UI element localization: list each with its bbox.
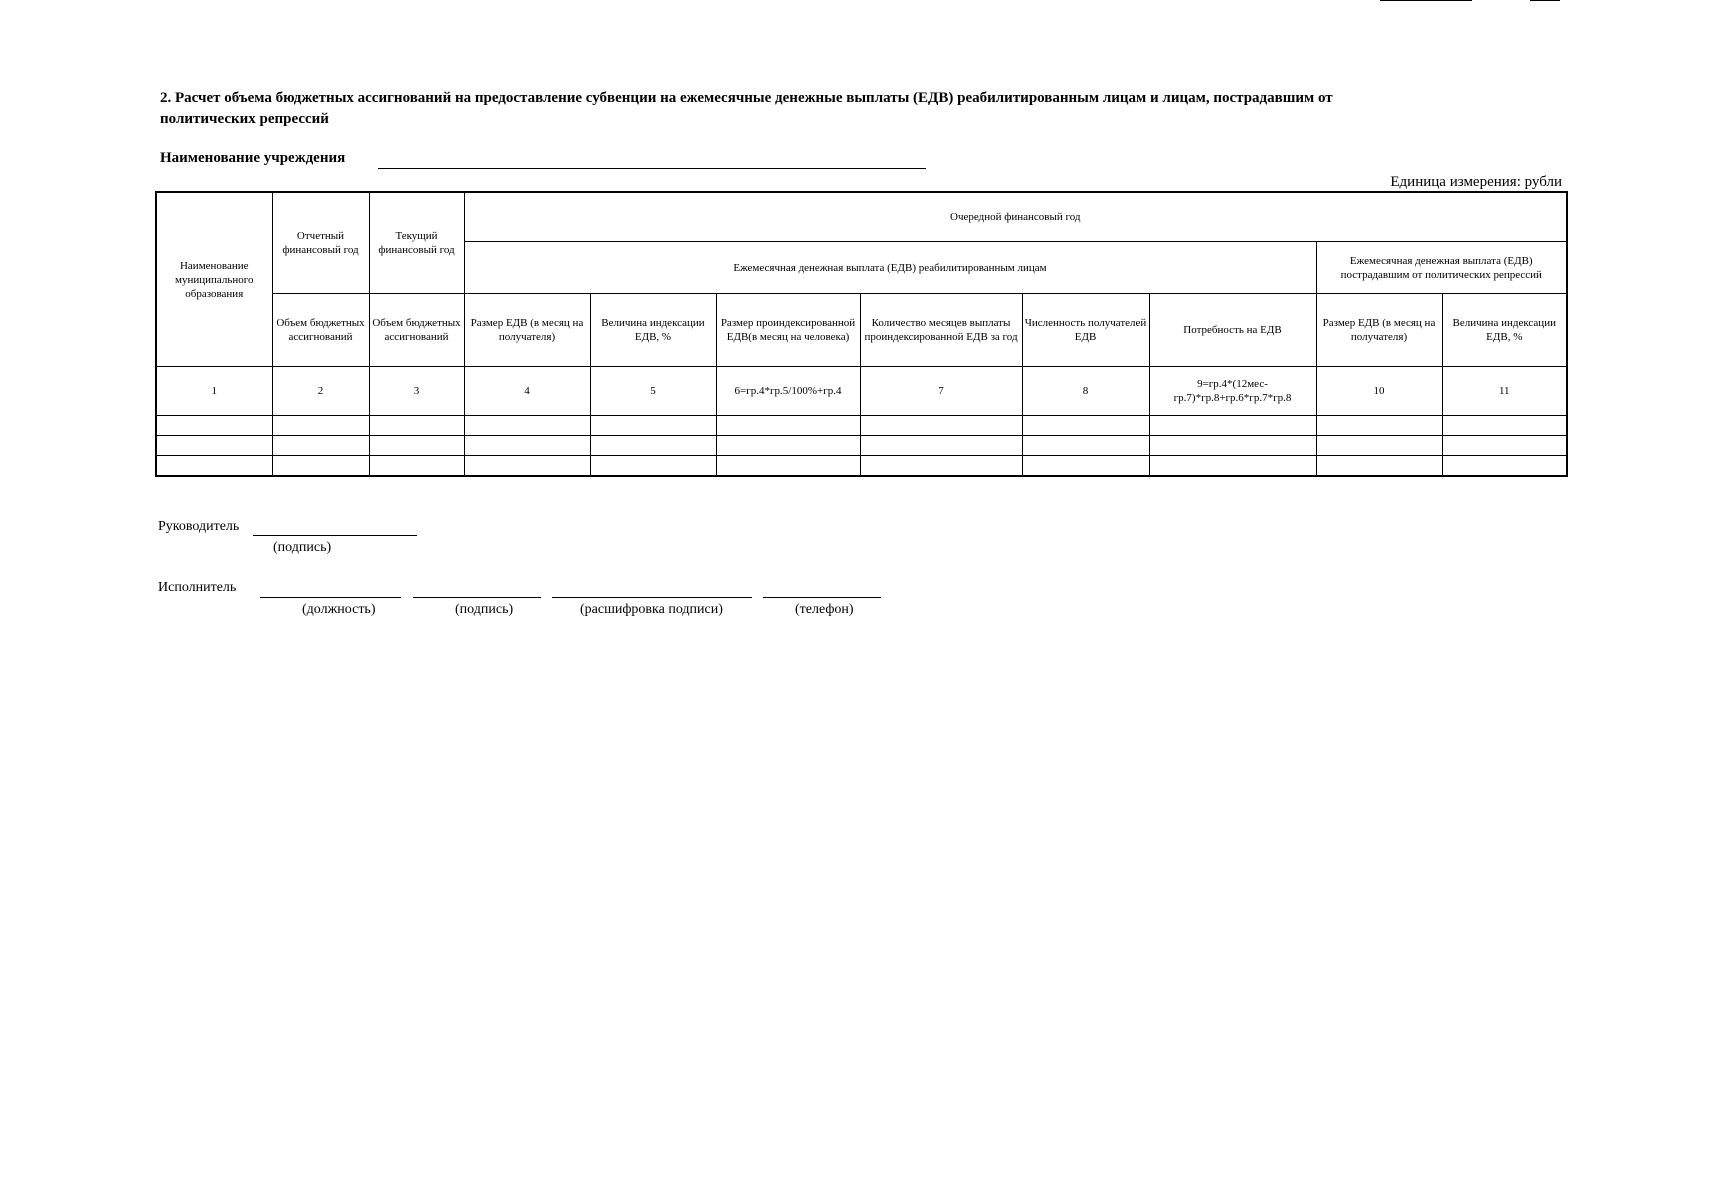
header-edv-size: Размер ЕДВ (в месяц на получателя) bbox=[464, 294, 590, 367]
table-cell[interactable] bbox=[1022, 416, 1149, 436]
column-number: 9=гр.4*(12мес-гр.7)*гр.8+гр.6*гр.7*гр.8 bbox=[1149, 367, 1316, 416]
table-cell[interactable] bbox=[1149, 416, 1316, 436]
table-row bbox=[156, 456, 1567, 477]
unit-label: Единица измерения: рубли bbox=[1390, 174, 1562, 190]
header-row-3 bbox=[156, 294, 1567, 367]
table-cell[interactable] bbox=[464, 436, 590, 456]
header-indexed-size: Размер проиндексированной ЕДВ(в месяц на человека) bbox=[716, 294, 860, 367]
header-index-value-2: Величина индексации ЕДВ, % bbox=[1442, 294, 1567, 367]
executor-signature-line[interactable] bbox=[413, 597, 541, 598]
signature-caption: (подпись) bbox=[455, 602, 514, 617]
column-number: 3 bbox=[369, 367, 464, 416]
position-caption: (должность) bbox=[302, 602, 376, 617]
table-cell[interactable] bbox=[156, 456, 272, 477]
table-cell[interactable] bbox=[1442, 416, 1567, 436]
table-cell[interactable] bbox=[464, 456, 590, 477]
header-reporting-year: Отчетный финансовый год bbox=[272, 192, 369, 294]
table-cell[interactable] bbox=[716, 416, 860, 436]
column-number: 5 bbox=[590, 367, 716, 416]
header-edv-size-2: Размер ЕДВ (в месяц на получателя) bbox=[1316, 294, 1442, 367]
header-volume-current: Объем бюджетных ассигнований bbox=[369, 294, 464, 367]
table-row bbox=[156, 436, 1567, 456]
table-cell[interactable] bbox=[1316, 456, 1442, 477]
calculation-table bbox=[155, 191, 1568, 477]
head-signature-caption: (подпись) bbox=[273, 540, 332, 555]
table-cell[interactable] bbox=[272, 416, 369, 436]
scan-mark-left bbox=[1380, 0, 1472, 1]
executor-label: Исполнитель bbox=[158, 580, 237, 595]
table-cell[interactable] bbox=[156, 416, 272, 436]
table-cell[interactable] bbox=[716, 456, 860, 477]
table-cell[interactable] bbox=[1149, 436, 1316, 456]
table-cell[interactable] bbox=[464, 416, 590, 436]
table-cell[interactable] bbox=[860, 456, 1022, 477]
table-cell[interactable] bbox=[369, 456, 464, 477]
header-municipality: Наименование муниципального образования bbox=[156, 192, 272, 367]
table-cell[interactable] bbox=[1149, 456, 1316, 477]
phone-caption: (телефон) bbox=[795, 602, 854, 617]
institution-label: Наименование учреждения bbox=[160, 150, 346, 166]
table-cell[interactable] bbox=[1022, 436, 1149, 456]
table-cell[interactable] bbox=[860, 436, 1022, 456]
table-cell[interactable] bbox=[590, 436, 716, 456]
header-months-count: Количество месяцев выплаты проиндексированной ЕДВ за год bbox=[860, 294, 1022, 367]
decryption-caption: (расшифровка подписи) bbox=[580, 602, 723, 617]
column-number-row bbox=[156, 367, 1567, 416]
header-next-year: Очередной финансовый год bbox=[464, 192, 1567, 242]
table-cell[interactable] bbox=[1316, 436, 1442, 456]
executor-phone-line[interactable] bbox=[763, 597, 881, 598]
column-number: 11 bbox=[1442, 367, 1567, 416]
table-cell[interactable] bbox=[1442, 436, 1567, 456]
table-cell[interactable] bbox=[860, 416, 1022, 436]
table-cell[interactable] bbox=[369, 416, 464, 436]
head-signature-line[interactable] bbox=[253, 535, 417, 536]
header-index-value: Величина индексации ЕДВ, % bbox=[590, 294, 716, 367]
table-cell[interactable] bbox=[716, 436, 860, 456]
head-label: Руководитель bbox=[158, 519, 240, 534]
table-cell[interactable] bbox=[590, 416, 716, 436]
column-number: 10 bbox=[1316, 367, 1442, 416]
column-number: 4 bbox=[464, 367, 590, 416]
table-cell[interactable] bbox=[369, 436, 464, 456]
column-number: 8 bbox=[1022, 367, 1149, 416]
column-number: 7 bbox=[860, 367, 1022, 416]
table-cell[interactable] bbox=[272, 436, 369, 456]
scan-mark-right bbox=[1530, 0, 1560, 1]
header-need: Потребность на ЕДВ bbox=[1149, 294, 1316, 367]
header-volume-reporting: Объем бюджетных ассигнований bbox=[272, 294, 369, 367]
table-cell[interactable] bbox=[590, 456, 716, 477]
table-cell[interactable] bbox=[272, 456, 369, 477]
column-number: 1 bbox=[156, 367, 272, 416]
header-edv-rehabilitated: Ежемесячная денежная выплата (ЕДВ) реабилитированным лицам bbox=[464, 242, 1316, 294]
column-number: 2 bbox=[272, 367, 369, 416]
header-edv-victims: Ежемесячная денежная выплата (ЕДВ) пострадавшим от политических репрессий bbox=[1316, 242, 1567, 294]
header-recipients: Численность получателей ЕДВ bbox=[1022, 294, 1149, 367]
table-cell[interactable] bbox=[1316, 416, 1442, 436]
executor-decryption-line[interactable] bbox=[552, 597, 752, 598]
table-cell[interactable] bbox=[1442, 456, 1567, 477]
header-current-year: Текущий финансовый год bbox=[369, 192, 464, 294]
table-cell[interactable] bbox=[156, 436, 272, 456]
document-title: 2. Расчет объема бюджетных ассигнований на предоставление субвенции на ежемесячные денежные выплаты (ЕДВ) реабилитированным лицам и лицам, пострадавшим от политических репрессий bbox=[160, 90, 1333, 127]
header-row-1 bbox=[156, 192, 1567, 242]
table-cell[interactable] bbox=[1022, 456, 1149, 477]
column-number: 6=гр.4*гр.5/100%+гр.4 bbox=[716, 367, 860, 416]
institution-name-line[interactable] bbox=[378, 168, 926, 169]
executor-position-line[interactable] bbox=[260, 597, 401, 598]
table-row bbox=[156, 416, 1567, 436]
